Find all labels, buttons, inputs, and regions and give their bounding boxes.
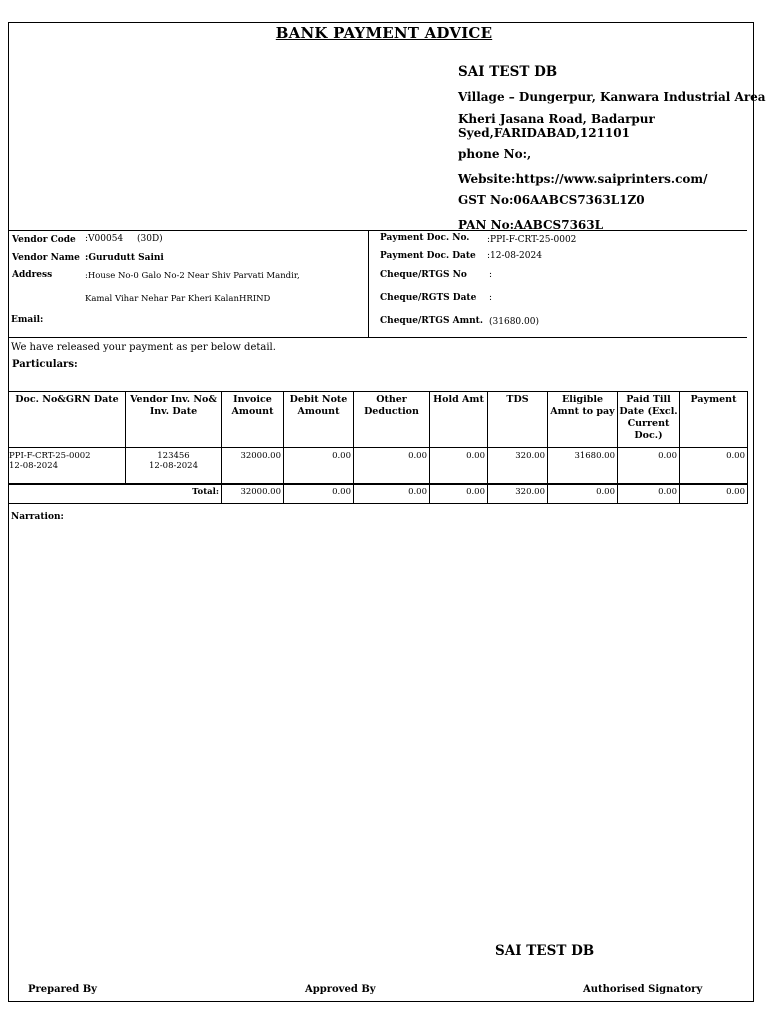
col-header-eligible: Eligible Amnt to pay — [548, 392, 618, 448]
cell-vendor-inv — [126, 448, 222, 485]
vendor-code-label: Vendor Code — [12, 235, 76, 245]
inv-no: 123456 — [157, 451, 190, 461]
doc-no: PPI-F-CRT-25-0002 — [9, 451, 91, 461]
company-address-line2: Kheri Jasana Road, Badarpur — [458, 111, 655, 126]
cheque-date-label: Cheque/RGTS Date — [380, 293, 477, 303]
cheque-amount-value: (31680.00) — [489, 317, 539, 327]
payment-table — [8, 391, 748, 504]
cheque-amount-label: Cheque/RTGS Amnt. — [380, 316, 483, 326]
payment-doc-date-label: Payment Doc. Date — [380, 251, 476, 261]
payment-doc-no-label: Payment Doc. No. — [380, 233, 470, 243]
table-row — [9, 448, 748, 485]
document-title: BANK PAYMENT ADVICE — [275, 24, 493, 42]
col-header-invoice-amount: Invoice Amount — [222, 392, 284, 448]
vendor-code-extra: (30D) — [137, 234, 163, 244]
company-website: Website:https://www.saiprinters.com/ — [458, 171, 708, 186]
col-header-payment: Payment — [680, 392, 748, 448]
company-gst: GST No:06AABCS7363L1Z0 — [458, 193, 645, 208]
cell-tds: 320.00 — [488, 448, 548, 485]
cell-payment: 0.00 — [680, 448, 748, 485]
company-address-line1: Village – Dungerpur, Kanwara Industrial Area — [458, 90, 766, 105]
cheque-date-value: : — [489, 293, 493, 303]
col-header-debit-note: Debit Note Amount — [284, 392, 354, 448]
vendor-address-label: Address — [12, 270, 53, 280]
table-header-row — [9, 392, 748, 448]
vendor-email-label: Email: — [11, 315, 44, 325]
col-header-hold-amt: Hold Amt — [430, 392, 488, 448]
vendor-name-value: :Gurudutt Saini — [85, 253, 164, 263]
cell-eligible: 31680.00 — [548, 448, 618, 485]
cell-paid-till: 0.00 — [618, 448, 680, 485]
cheque-no-label: Cheque/RTGS No — [380, 270, 467, 280]
grn-date: 12-08-2024 — [9, 461, 59, 471]
company-name: SAI TEST DB — [458, 64, 558, 80]
total-label: Total: — [9, 484, 222, 504]
total-paid-till: 0.00 — [618, 484, 680, 504]
divider — [368, 230, 369, 337]
prepared-by: Prepared By — [28, 984, 97, 995]
total-eligible: 0.00 — [548, 484, 618, 504]
col-header-tds: TDS — [488, 392, 548, 448]
cell-doc-no — [9, 448, 126, 485]
col-header-vendor-inv: Vendor Inv. No& Inv. Date — [126, 392, 222, 448]
cell-other-deduction: 0.00 — [354, 448, 430, 485]
vendor-address-line2: Kamal Vihar Nehar Par Kheri KalanHRIND — [85, 294, 271, 304]
total-hold-amt: 0.00 — [430, 484, 488, 504]
vendor-code-value: :V00054 — [85, 234, 124, 244]
cell-debit-note: 0.00 — [284, 448, 354, 485]
divider — [8, 337, 747, 338]
authorised-signatory: Authorised Signatory — [583, 984, 703, 995]
divider — [8, 230, 747, 231]
release-note: We have released your payment as per below detail. — [11, 342, 276, 353]
particulars-label: Particulars: — [12, 359, 78, 370]
payment-doc-date-value: :12-08-2024 — [487, 251, 542, 261]
vendor-address-line1: :House No-0 Galo No-2 Near Shiv Parvati Mandir, — [85, 271, 300, 281]
company-block — [458, 64, 766, 239]
col-header-other-deduction: Other Deduction — [354, 392, 430, 448]
cell-hold-amt: 0.00 — [430, 448, 488, 485]
cheque-no-value: : — [489, 270, 493, 280]
company-address-line3: Syed,FARIDABAD,121101 — [458, 125, 630, 140]
col-header-paid-till: Paid Till Date (Excl. Current Doc.) — [618, 392, 680, 448]
company-pan: PAN No:AABCS7363L — [458, 217, 604, 232]
total-payment: 0.00 — [680, 484, 748, 504]
approved-by: Approved By — [305, 984, 376, 995]
footer-company-name: SAI TEST DB — [495, 943, 595, 959]
cell-invoice-amount: 32000.00 — [222, 448, 284, 485]
company-phone: phone No:, — [458, 147, 532, 162]
total-invoice-amount: 32000.00 — [222, 484, 284, 504]
table-total-row — [9, 484, 748, 504]
total-tds: 320.00 — [488, 484, 548, 504]
total-debit-note: 0.00 — [284, 484, 354, 504]
inv-date: 12-08-2024 — [148, 461, 198, 471]
vendor-name-label: Vendor Name — [12, 253, 80, 263]
total-other-deduction: 0.00 — [354, 484, 430, 504]
payment-doc-no-value: :PPI-F-CRT-25-0002 — [487, 235, 577, 245]
narration-label: Narration: — [11, 512, 64, 522]
col-header-doc-no: Doc. No&GRN Date — [9, 392, 126, 448]
